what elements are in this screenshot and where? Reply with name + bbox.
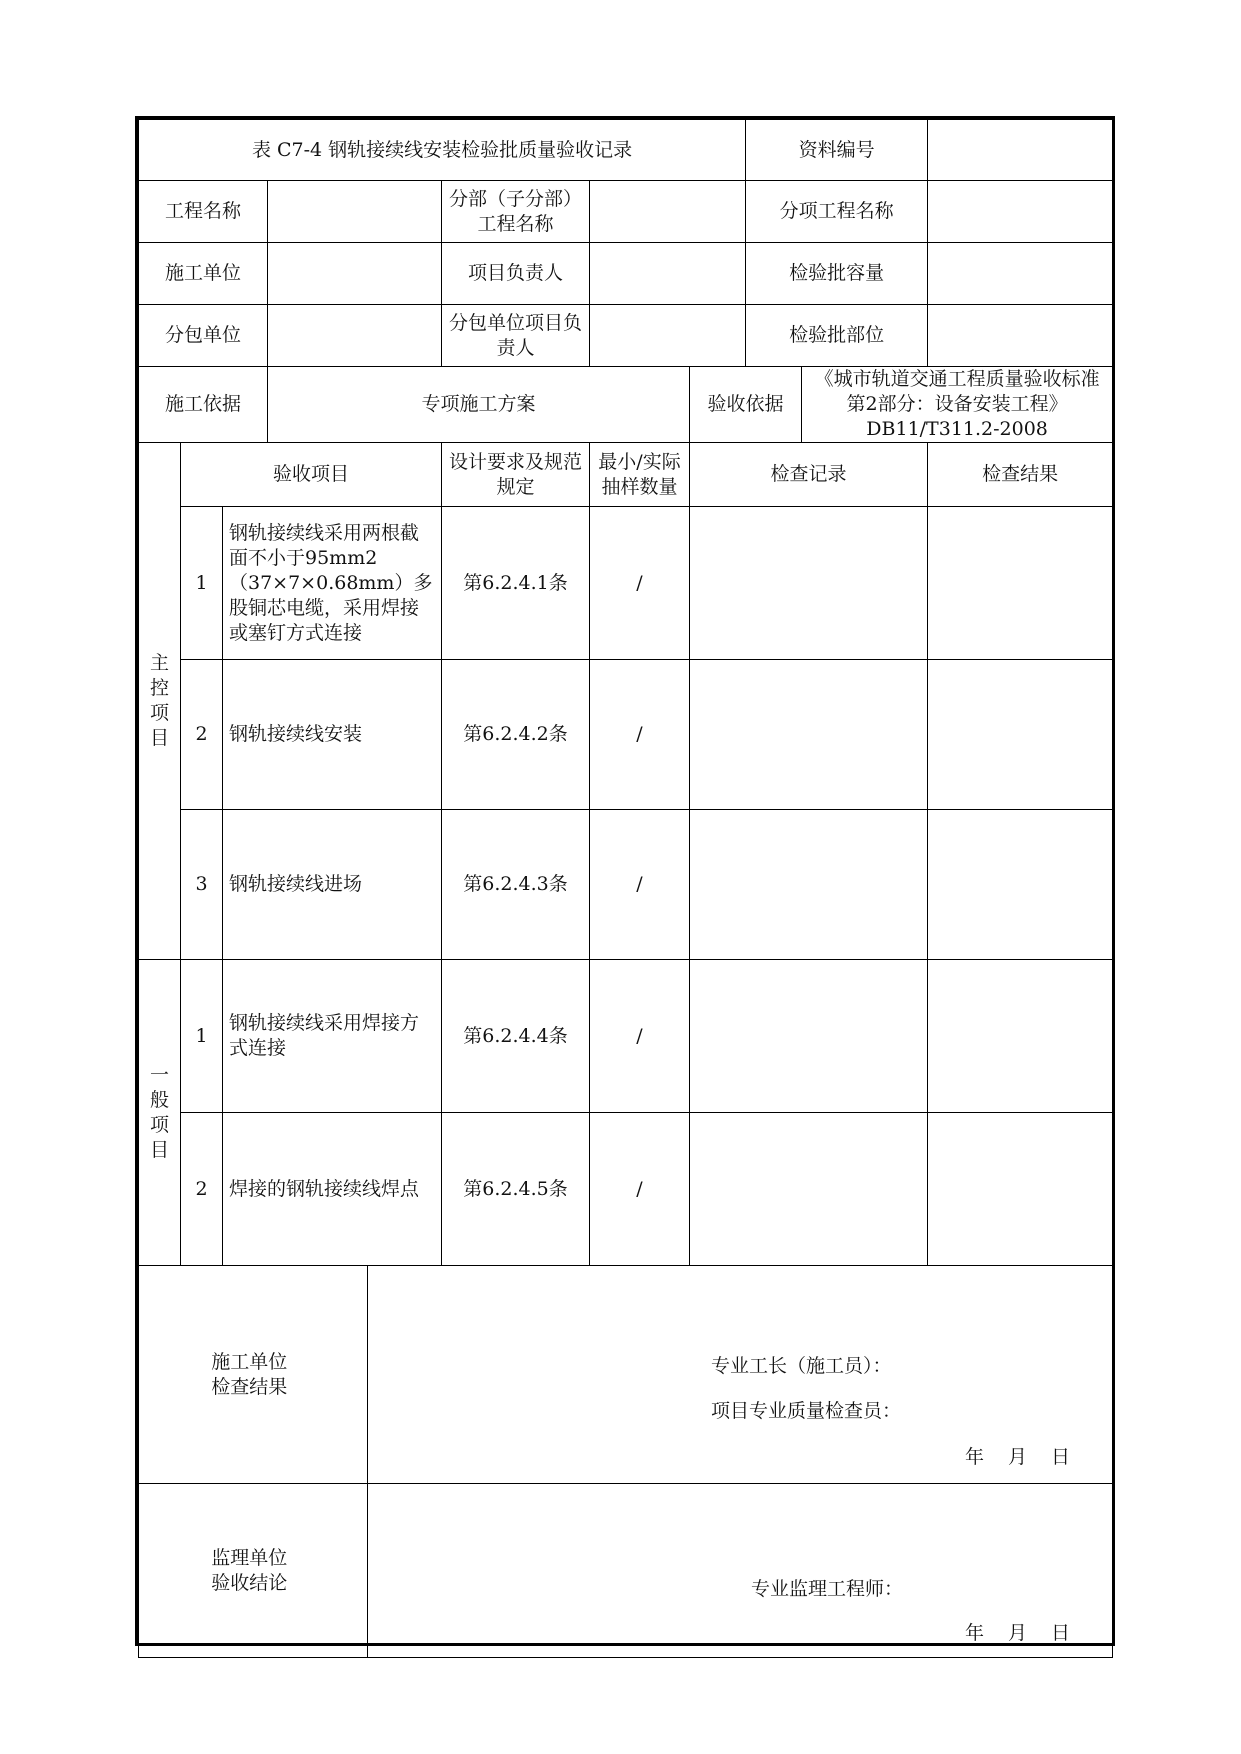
subcontract-leader-label: 分包单位项目负责人 bbox=[442, 305, 590, 367]
record-no-value[interactable] bbox=[928, 120, 1113, 181]
supervising-engineer-label: 专业监理工程师： bbox=[751, 1578, 904, 1600]
general-items-group-label: 一般项目 bbox=[139, 960, 181, 1266]
main-item-3-no: 3 bbox=[181, 810, 223, 960]
main-item-2-sample[interactable]: / bbox=[590, 660, 690, 810]
acceptance-basis-label: 验收依据 bbox=[690, 367, 802, 443]
supervisor-date-day: 日 bbox=[1051, 1622, 1071, 1644]
supervisor-check-area[interactable] bbox=[368, 1484, 1113, 1658]
subcontract-leader-value[interactable] bbox=[590, 305, 746, 367]
acceptance-record-table bbox=[138, 119, 1113, 1658]
main-item-2-clause: 第6.2.4.2条 bbox=[442, 660, 590, 810]
col-header-design: 设计要求及规范规定 bbox=[442, 443, 590, 507]
main-item-1-clause: 第6.2.4.1条 bbox=[442, 507, 590, 660]
basis-label: 施工依据 bbox=[139, 367, 268, 443]
general-item-2-clause: 第6.2.4.5条 bbox=[442, 1113, 590, 1266]
project-name-value[interactable] bbox=[268, 181, 442, 243]
general-item-2-desc: 焊接的钢轨接续线焊点 bbox=[223, 1113, 442, 1266]
contractor-check-label: 施工单位检查结果 bbox=[139, 1266, 368, 1484]
batch-location-label: 检验批部位 bbox=[746, 305, 928, 367]
batch-capacity-value[interactable] bbox=[928, 243, 1113, 305]
general-item-1-desc: 钢轨接续线采用焊接方式连接 bbox=[223, 960, 442, 1113]
acceptance-basis-value: 《城市轨道交通工程质量验收标准第2部分：设备安装工程》DB11/T311.2-2008 bbox=[802, 367, 1113, 443]
main-item-3-record[interactable] bbox=[690, 810, 928, 960]
supervisor-date-month: 月 bbox=[1008, 1622, 1028, 1644]
main-item-2-result[interactable] bbox=[928, 660, 1113, 810]
main-items-group-label: 主控项目 bbox=[139, 443, 181, 960]
main-item-1-record[interactable] bbox=[690, 507, 928, 660]
batch-capacity-label: 检验批容量 bbox=[746, 243, 928, 305]
supervisor-date bbox=[965, 1621, 1070, 1646]
project-leader-value[interactable] bbox=[590, 243, 746, 305]
contractor-date-month: 月 bbox=[1008, 1446, 1028, 1468]
basis-value: 专项施工方案 bbox=[268, 367, 690, 443]
general-item-1-clause: 第6.2.4.4条 bbox=[442, 960, 590, 1113]
main-item-1-no: 1 bbox=[181, 507, 223, 660]
subitem-value[interactable] bbox=[928, 181, 1113, 243]
main-item-3-result[interactable] bbox=[928, 810, 1113, 960]
contractor-check-area[interactable] bbox=[368, 1266, 1113, 1484]
subitem-label: 分项工程名称 bbox=[746, 181, 928, 243]
col-header-result: 检查结果 bbox=[928, 443, 1113, 507]
main-item-3-desc: 钢轨接续线进场 bbox=[223, 810, 442, 960]
general-item-1-sample[interactable]: / bbox=[590, 960, 690, 1113]
col-header-record: 检查记录 bbox=[690, 443, 928, 507]
main-item-2-record[interactable] bbox=[690, 660, 928, 810]
general-item-1-result[interactable] bbox=[928, 960, 1113, 1113]
acceptance-record-sheet bbox=[135, 116, 1115, 1646]
contractor-date bbox=[965, 1445, 1070, 1470]
general-item-1-record[interactable] bbox=[690, 960, 928, 1113]
general-item-2-record[interactable] bbox=[690, 1113, 928, 1266]
main-item-1-desc: 钢轨接续线采用两根截面不小于95mm2（37×7×0.68mm）多股铜芯电缆，采用焊接或塞钉方式连接 bbox=[223, 507, 442, 660]
project-name-label: 工程名称 bbox=[139, 181, 268, 243]
general-item-2-sample[interactable]: / bbox=[590, 1113, 690, 1266]
general-item-1-no: 1 bbox=[181, 960, 223, 1113]
subcontract-unit-value[interactable] bbox=[268, 305, 442, 367]
main-item-3-clause: 第6.2.4.3条 bbox=[442, 810, 590, 960]
supervisor-check-label: 监理单位验收结论 bbox=[139, 1484, 368, 1658]
construction-unit-value[interactable] bbox=[268, 243, 442, 305]
main-item-2-no: 2 bbox=[181, 660, 223, 810]
col-header-sample: 最小/实际抽样数量 bbox=[590, 443, 690, 507]
foreman-label: 专业工长（施工员）： bbox=[711, 1355, 892, 1377]
construction-unit-label: 施工单位 bbox=[139, 243, 268, 305]
record-no-label: 资料编号 bbox=[746, 120, 928, 181]
col-header-item: 验收项目 bbox=[181, 443, 442, 507]
project-leader-label: 项目负责人 bbox=[442, 243, 590, 305]
batch-location-value[interactable] bbox=[928, 305, 1113, 367]
contractor-date-day: 日 bbox=[1051, 1446, 1071, 1468]
main-item-3-sample[interactable]: / bbox=[590, 810, 690, 960]
contractor-date-year: 年 bbox=[965, 1446, 985, 1468]
quality-inspector-label: 项目专业质量检查员： bbox=[711, 1400, 902, 1422]
supervisor-date-year: 年 bbox=[965, 1622, 985, 1644]
subcontract-unit-label: 分包单位 bbox=[139, 305, 268, 367]
general-item-2-no: 2 bbox=[181, 1113, 223, 1266]
subdivision-label: 分部（子分部）工程名称 bbox=[442, 181, 590, 243]
subdivision-value[interactable] bbox=[590, 181, 746, 243]
main-item-1-result[interactable] bbox=[928, 507, 1113, 660]
main-item-2-desc: 钢轨接续线安装 bbox=[223, 660, 442, 810]
general-item-2-result[interactable] bbox=[928, 1113, 1113, 1266]
form-title: 表 C7-4 钢轨接续线安装检验批质量验收记录 bbox=[139, 120, 746, 181]
main-item-1-sample[interactable]: / bbox=[590, 507, 690, 660]
